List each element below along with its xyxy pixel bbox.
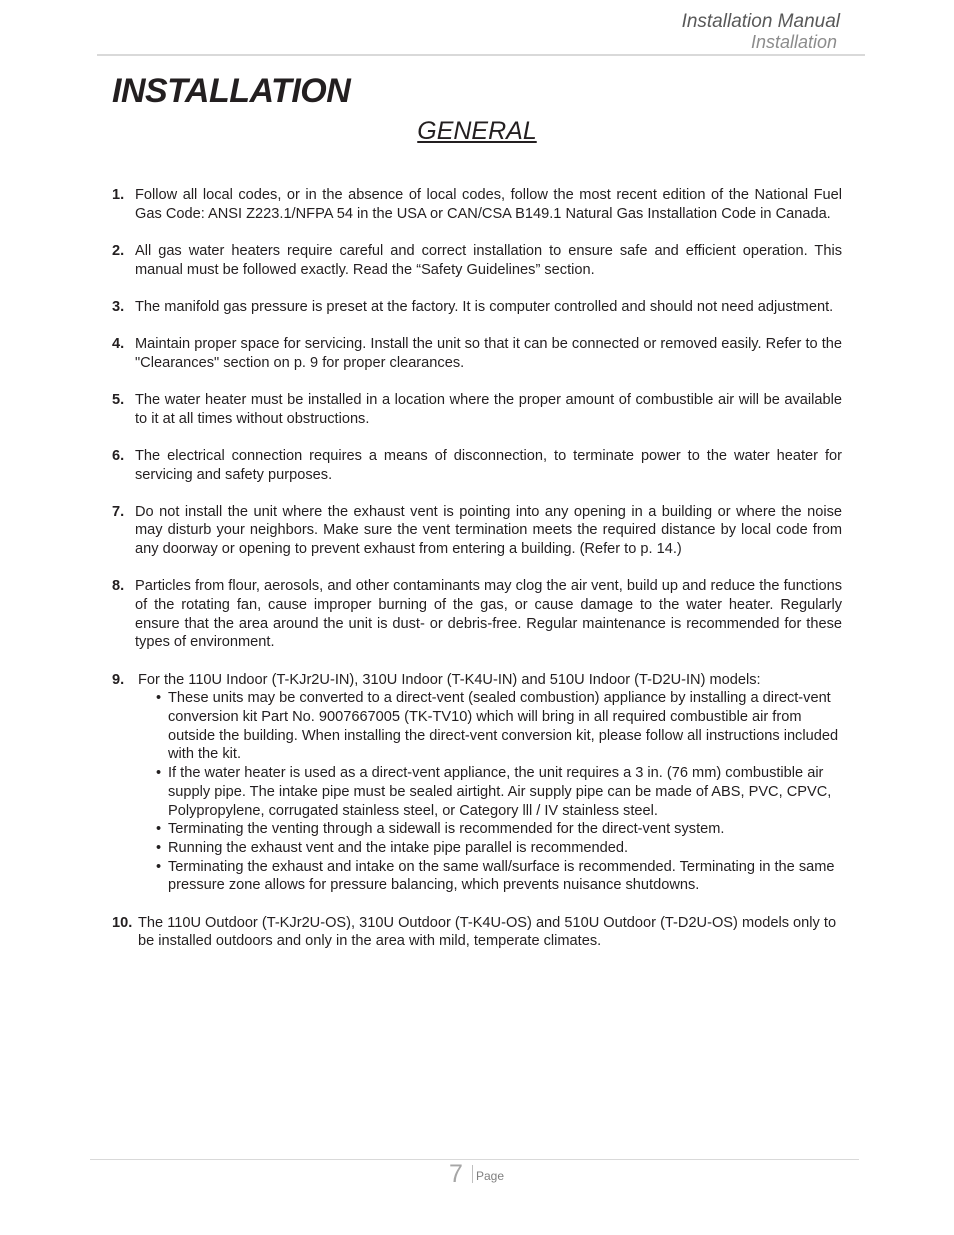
bullet-list	[138, 689, 842, 895]
footer-separator	[472, 1165, 473, 1183]
bullet-icon: •	[156, 821, 162, 838]
item-number: 7.	[112, 503, 125, 520]
item-number: 3.	[112, 298, 125, 315]
item-number: 2.	[112, 242, 125, 259]
header-manual-title: Installation Manual	[681, 11, 840, 32]
list-item	[112, 242, 842, 279]
page-number: 7	[449, 1160, 463, 1188]
list-item	[112, 447, 842, 484]
instruction-list	[112, 186, 842, 970]
item-number: 4.	[112, 336, 125, 353]
item-number: 9.	[112, 671, 125, 688]
bullet-icon: •	[156, 858, 162, 875]
list-item-outdoor-models	[112, 914, 842, 951]
list-item	[112, 298, 842, 317]
bullet-text: These units may be converted to a direct-vent (sealed combustion) appliance by installing a direct-vent conversion kit Part No. 9007667005 (TK-TV10) which will bring in all required combustible air from outside the building. When installing the direct-vent conversion kit, please follow all instructions included with the kit.	[168, 690, 839, 763]
list-item	[112, 335, 842, 372]
item-text: The electrical connection requires a means of disconnection, to terminate power to the water heater for servicing and safety purposes.	[135, 447, 842, 483]
list-item-indoor-models	[112, 671, 842, 895]
list-item	[112, 186, 842, 223]
item-number: 5.	[112, 391, 125, 408]
item-intro-text: For the 110U Indoor (T-KJr2U-IN), 310U Indoor (T-K4U-IN) and 510U Indoor (T-D2U-IN) models:	[138, 671, 761, 688]
item-text: The manifold gas pressure is preset at the factory. It is computer controlled and should not need adjustment.	[135, 298, 834, 315]
bullet-item	[138, 820, 842, 839]
list-item	[112, 391, 842, 428]
item-text: All gas water heaters require careful and correct installation to ensure safe and efficient operation. This manual must be followed exactly. Read the “Safety Guidelines” section.	[135, 242, 842, 278]
item-text: The water heater must be installed in a location where the proper amount of combustible air will be available to it at all times without obstructions.	[135, 391, 842, 427]
bullet-text: Terminating the venting through a sidewall is recommended for the direct-vent system.	[168, 821, 725, 838]
bullet-text: Running the exhaust vent and the intake pipe parallel is recommended.	[168, 839, 628, 856]
item-text: Do not install the unit where the exhaust vent is pointing into any opening in a building or where the noise may disturb your neighbors. Make sure the vent termination meets the required distance by local code from any doorway or opening to prevent exhaust from entering a building. (Refer to p. 14.)	[135, 503, 842, 558]
running-header	[682, 12, 840, 52]
list-item	[112, 577, 842, 652]
list-item	[112, 503, 842, 559]
item-number: 1.	[112, 187, 125, 203]
bullet-icon: •	[156, 839, 162, 856]
item-text: Follow all local codes, or in the absence of local codes, follow the most recent edition of the National Fuel Gas Code: ANSI Z223.1/NFPA 54 in the USA or CAN/CSA B149.1 Natural Gas Installation Code in Canada.	[135, 187, 842, 222]
header-divider	[97, 54, 865, 56]
page-title: INSTALLATION	[112, 72, 351, 110]
item-text: The 110U Outdoor (T-KJr2U-OS), 310U Outdoor (T-K4U-OS) and 510U Outdoor (T-D2U-OS) models only to be installed outdoors and only in the area with mild, temperate climates.	[138, 914, 837, 950]
item-number: 6.	[112, 447, 125, 464]
item-number: 10.	[112, 914, 133, 931]
page-label: Page	[476, 1169, 505, 1183]
header-section-name: Installation	[750, 32, 837, 52]
bullet-icon: •	[156, 765, 162, 782]
item-number: 8.	[112, 578, 125, 595]
bullet-icon: •	[156, 690, 162, 707]
bullet-text: If the water heater is used as a direct-vent appliance, the unit requires a 3 in. (76 mm) combustible air supply pipe. The intake pipe must be sealed airtight. Air supply pipe can be made of ABS, PVC, CPVC, Polypropylene, corrugated stainless steel, or Category lll / IV stainless steel.	[168, 765, 832, 819]
bullet-item	[138, 689, 842, 764]
bullet-item	[138, 764, 842, 820]
item-text: Particles from flour, aerosols, and other contaminants may clog the air vent, build up and reduce the functions of the rotating fan, cause improper burning of the gas, or cause damage to the water heater. Regularly ensure that the area around the unit is dust- or debris-free. Regular maintenance is recommended for these types of environment.	[135, 578, 842, 651]
item-text: Maintain proper space for servicing. Install the unit so that it can be connected or removed easily. Refer to the "Clearances" section on p. 9 for proper clearances.	[135, 336, 842, 371]
bullet-text: Terminating the exhaust and intake on the same wall/surface is recommended. Terminating in the same pressure zone allows for pressure balancing, which prevents nuisance shutdowns.	[168, 858, 835, 894]
bullet-item	[138, 858, 842, 895]
bullet-item	[138, 839, 842, 858]
footer-divider	[90, 1159, 859, 1160]
section-subtitle: GENERAL	[417, 117, 537, 145]
